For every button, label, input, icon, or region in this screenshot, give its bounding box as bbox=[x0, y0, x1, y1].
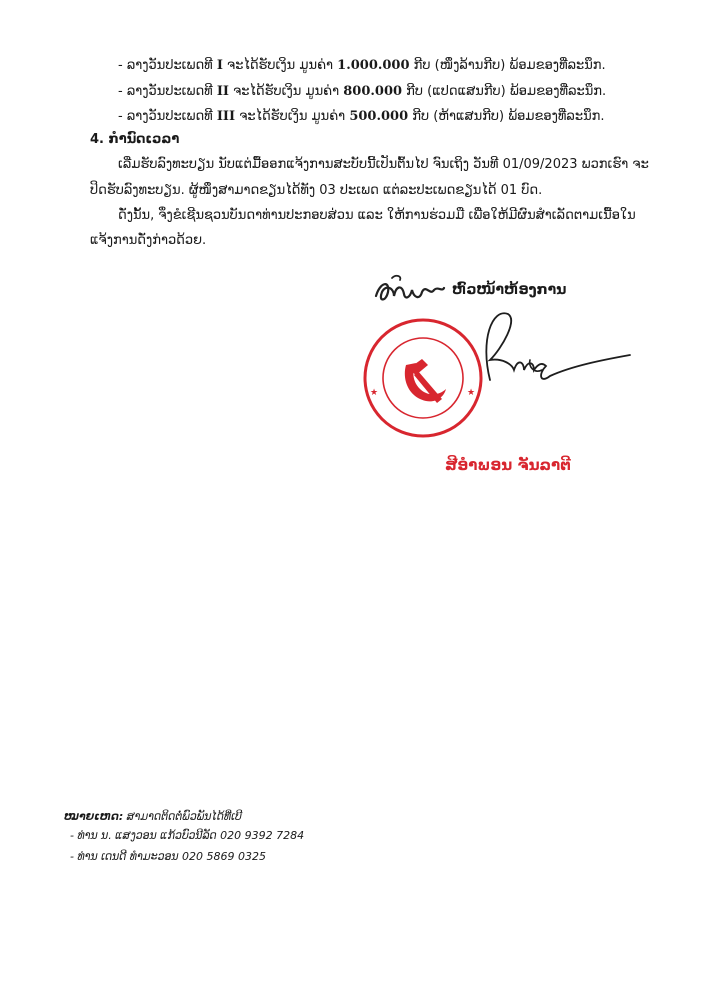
prize-mid: ຈະໄດ້ຮັບເງິນ ມູນຄ່າ bbox=[222, 58, 338, 73]
prize-mid: ຈະໄດ້ຮັບເງິນ ມູນຄ່າ bbox=[229, 84, 344, 99]
paragraph-1-line-2: ປິດຮັບລົງທະບຽນ. ຜູ້ໜຶ່ງສາມາດຂຽນໄດ້ທັງ 03 ປະເພດ ແຕ່ລະປະເພດຂຽນໄດ້ 01 ບົດ. bbox=[90, 183, 543, 198]
prize-prefix: - ລາງວັນປະເພດທີ bbox=[118, 109, 217, 124]
prize-suffix: ກີບ (ຫ້າແສນກີບ) ພ້ອມຂອງທີ່ລະນຶກ. bbox=[408, 109, 605, 124]
footer-note bbox=[64, 809, 242, 825]
contact-line-1: - ທ່ານ ນ. ແສງວອນ ແກ້ວບົວນີລັດ 020 9392 7284 bbox=[70, 829, 305, 842]
prize-amount: 1.000.000 bbox=[337, 58, 410, 73]
paragraph-2-line-2: ແຈ້ງການດັ່ງກ່າວດ້ວຍ. bbox=[90, 233, 207, 248]
signatory-name: ສີອຳພອນ ຈັນລາຕີ bbox=[445, 456, 571, 474]
prize-rank: III bbox=[216, 109, 236, 124]
prize-suffix: ກີບ (ແປດແສນກີບ) ພ້ອມຂອງທີ່ລະນຶກ. bbox=[402, 84, 607, 99]
prize-amount: 800.000 bbox=[343, 84, 403, 99]
official-stamp-seal bbox=[362, 317, 484, 439]
prize-rank: II bbox=[216, 84, 229, 99]
contact-line-2: - ທ່ານ ເດນດີ ທຳມະວອນ 020 5869 0325 bbox=[70, 850, 267, 863]
svg-text:★: ★ bbox=[467, 388, 476, 398]
prize-prefix: - ລາງວັນປະເພດທີ bbox=[118, 84, 217, 99]
prize-line-3 bbox=[118, 108, 605, 126]
handwritten-signature bbox=[472, 300, 632, 395]
svg-text:★: ★ bbox=[370, 388, 379, 398]
paragraph-1-line-1: ເລີ່ມຮັບລົງທະບຽນ ນັບແຕ່ມື້ອອກແຈ້ງການສະບັບນີ້ເປັນຕົ້ນໄປ ຈົນເຖິງ ວັນທີ 01/09/2023 ພວກເຮົາ ຈະ bbox=[118, 157, 649, 172]
prize-rank: I bbox=[216, 58, 223, 73]
footer-note-text: ສາມາດຕິດຕໍ່ພົວພັນໄດ້ທີ່ເບີ bbox=[123, 810, 242, 823]
prize-amount: 500.000 bbox=[349, 109, 409, 124]
prize-prefix: - ລາງວັນປະເພດທີ bbox=[118, 58, 217, 73]
prize-mid: ຈະໄດ້ຮັບເງິນ ມູນຄ່າ bbox=[235, 109, 350, 124]
footer-note-label: ໝາຍເຫດ: bbox=[64, 810, 124, 823]
section-heading: 4. ກຳນົດເວລາ bbox=[90, 132, 180, 147]
prize-line-1 bbox=[118, 57, 606, 75]
signatory-title: ຫົວໜ້າຫ້ອງການ bbox=[452, 282, 567, 298]
prize-suffix: ກີບ (ໜຶ່ງລ້ານກີບ) ພ້ອມຂອງທີ່ລະນຶກ. bbox=[409, 58, 606, 73]
prize-line-2 bbox=[118, 83, 606, 101]
paragraph-2-line-1: ດັ່ງນັ້ນ, ຈຶ່ງຂໍເຊີນຊວນບັນດາທ່ານປະກອບສ່ວນ ແລະ ໃຫ້ການຮ່ວມມື ເພື່ອໃຫ້ມີຜົນສຳເລັດຕາມເນື້ອໃນ bbox=[118, 208, 636, 223]
handwritten-initial-mark bbox=[372, 274, 447, 308]
